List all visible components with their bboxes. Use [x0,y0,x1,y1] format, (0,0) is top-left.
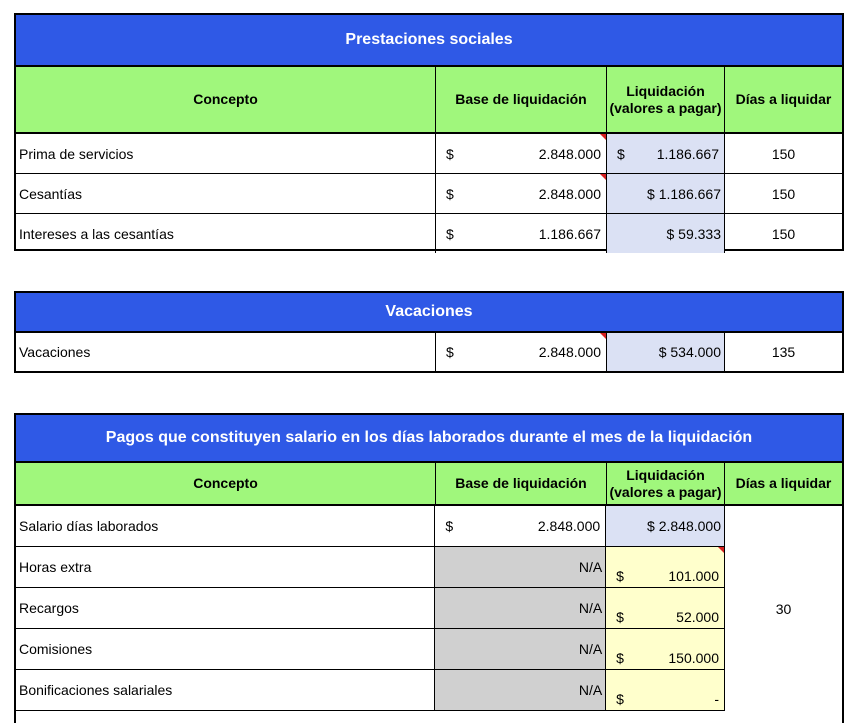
comment-marker-icon[interactable] [718,547,724,553]
header-row [16,463,842,506]
currency-symbol: $ [616,568,624,584]
header-base[interactable]: Base de liquidación [436,463,607,504]
comment-marker-icon[interactable] [600,174,606,180]
currency-symbol: $ [616,650,624,666]
na-value: N/A [578,641,603,657]
concepto-cell[interactable]: Cesantías [16,174,436,213]
header-row [16,67,842,134]
liquidacion-input[interactable] [606,629,724,669]
comment-marker-icon[interactable] [600,333,606,339]
currency-symbol: $ [616,691,624,707]
liquidacion-input[interactable] [606,588,724,628]
base-amount: 1.186.667 [538,225,601,242]
concepto-cell[interactable]: Prima de servicios [16,134,436,173]
currency-symbol: $ [446,145,454,162]
pagos-body [16,506,842,711]
concepto-cell[interactable]: Comisiones [16,629,435,669]
base-cell[interactable] [436,134,607,173]
table-row [16,670,724,711]
liquidacion-amount: 150.000 [668,650,719,666]
table-row [16,547,724,588]
currency-symbol: $ [446,344,454,360]
header-concepto[interactable]: Concepto [16,67,436,132]
currency-symbol: $ [617,145,625,162]
currency-symbol: $ [446,185,454,202]
header-liquidacion[interactable]: Liquidación (valores a pagar) [607,67,725,132]
liquidacion-cell[interactable]: $ 1.186.667 [607,174,725,213]
base-cell[interactable] [435,588,606,628]
pagos-rows [16,506,725,711]
vacaciones-table [14,291,844,373]
dias-cell[interactable]: 150 [771,185,796,202]
table-row [16,333,842,371]
table-row [16,506,724,547]
comment-marker-icon[interactable] [600,134,606,140]
header-base[interactable]: Base de liquidación [436,67,607,132]
base-amount: 2.848.000 [538,145,601,162]
dias-merged-cell[interactable]: 30 [775,600,792,617]
prestaciones-title: Prestaciones sociales [16,15,842,67]
currency-symbol: $ [445,518,454,534]
na-value: N/A [578,559,603,575]
base-cell[interactable] [435,629,606,669]
concepto-cell[interactable]: Recargos [16,588,435,628]
liquidacion-amount: 1.186.667 [656,145,719,162]
concepto-cell[interactable]: Horas extra [16,547,435,587]
base-amount: 2.848.000 [538,185,601,202]
header-dias[interactable]: Días a liquidar [735,91,832,107]
base-cell[interactable] [435,547,606,587]
currency-symbol: $ [616,609,624,625]
na-value: N/A [578,600,603,616]
concepto-cell[interactable]: Salario días laborados [16,506,435,546]
dias-cell[interactable]: 150 [771,225,796,242]
base-cell[interactable] [435,506,606,546]
concepto-cell[interactable]: Intereses a las cesantías [16,214,436,253]
table-row [16,134,842,174]
header-liquidacion[interactable]: Liquidación (valores a pagar) [607,463,725,504]
table-row [16,174,842,214]
table-row [16,214,842,253]
base-cell[interactable] [436,333,607,371]
base-cell[interactable] [436,214,607,253]
liquidacion-input[interactable] [606,547,724,587]
concepto-cell[interactable]: Bonificaciones salariales [16,670,435,710]
na-value: N/A [578,682,603,698]
prestaciones-table [14,13,844,251]
liquidacion-cell[interactable]: $ 2.848.000 [606,506,724,546]
liquidacion-amount: 101.000 [668,568,719,584]
liquidacion-input[interactable] [606,670,724,710]
liquidacion-cell[interactable]: $ 534.000 [607,333,725,371]
base-cell[interactable] [436,174,607,213]
liquidacion-cell[interactable] [607,134,725,173]
liquidacion-amount: - [714,691,719,707]
pagos-title: Pagos que constituyen salario en los días laborados durante el mes de la liquidación [16,415,842,463]
header-concepto[interactable]: Concepto [16,463,436,504]
liquidacion-amount: 52.000 [676,609,719,625]
base-amount: 2.848.000 [537,518,601,534]
vacaciones-title: Vacaciones [16,293,842,333]
base-cell[interactable] [435,670,606,710]
currency-symbol: $ [446,225,454,242]
pagos-table [14,413,844,723]
dias-cell[interactable]: 150 [771,145,796,162]
header-dias[interactable]: Días a liquidar [735,475,832,491]
table-row [16,588,724,629]
liquidacion-cell[interactable]: $ 59.333 [607,214,725,253]
table-row [16,629,724,670]
concepto-cell[interactable]: Vacaciones [16,333,436,371]
base-amount: 2.848.000 [538,344,601,360]
dias-cell[interactable]: 135 [771,344,796,360]
